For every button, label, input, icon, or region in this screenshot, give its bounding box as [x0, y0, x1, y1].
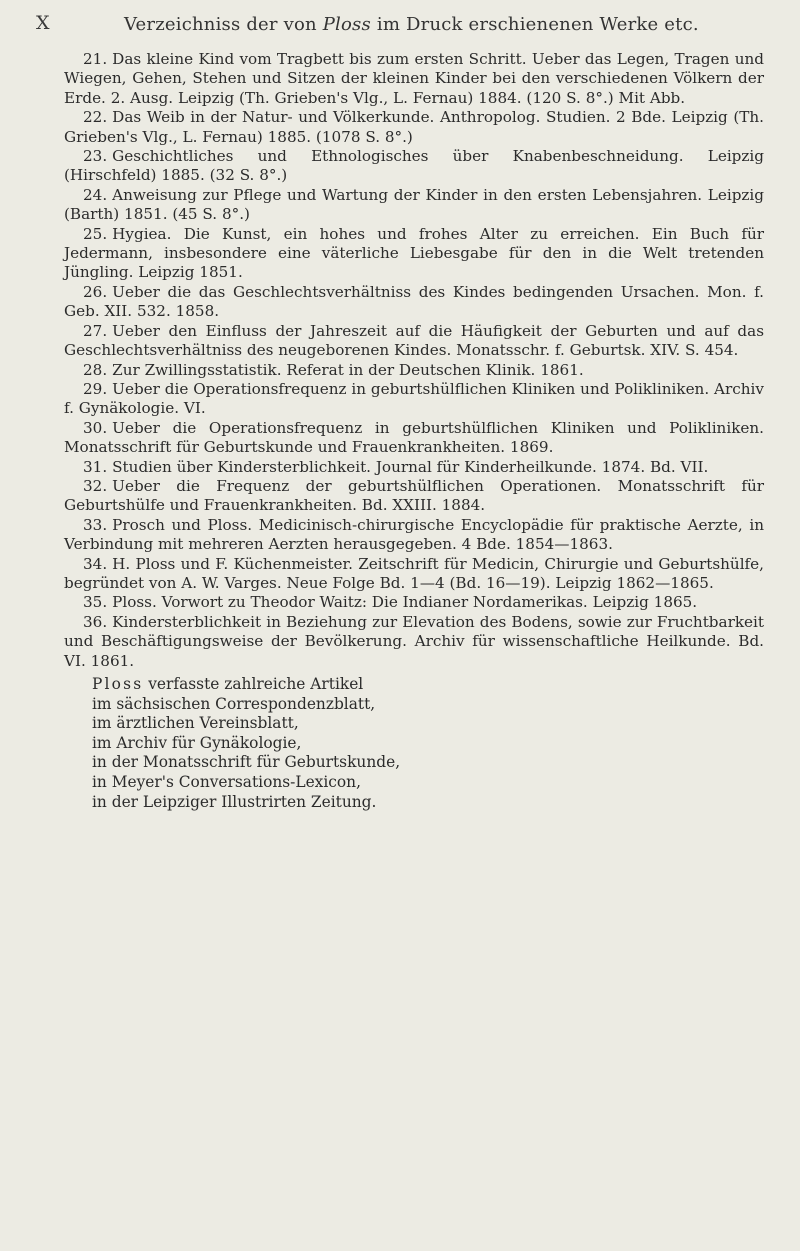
- entry-text: Das kleine Kind vom Tragbett bis zum ersten Schritt. Ueber das Legen, Tragen und Wiegen, Gehen, Stehen und Sitzen der kleinen Kinder bei den verschiedenen Völkern der Erde. 2. Ausg. Leipzig (Th. Grieben's Vlg., L. Fernau) 1884. (120 S. 8°.) Mit Abb.: [64, 50, 764, 107]
- bibliography-entry-26: [64, 283, 764, 322]
- bibliography-entry-29: [64, 380, 764, 419]
- bibliography-entry-32: [64, 477, 764, 516]
- entry-number: 26.: [83, 282, 108, 301]
- entry-number: 35.: [83, 593, 108, 612]
- entry-number: 22.: [83, 108, 108, 127]
- entry-number: 23.: [83, 147, 108, 166]
- entry-number: 33.: [83, 515, 108, 534]
- entry-text: Geschichtliches und Ethnologisches über Knabenbeschneidung. Leipzig (Hirschfeld) 1885. (32 S. 8°.): [64, 147, 764, 185]
- bibliography-list: [64, 50, 764, 812]
- bibliography-entry-21: [64, 50, 764, 108]
- running-head-part: im Druck erschienenen Werke etc.: [370, 14, 699, 35]
- entry-text: Hygiea. Die Kunst, ein hohes und frohes Alter zu erreichen. Ein Buch für Jedermann, insbesondere eine väterliche Liebesgabe für den in die Welt tretenden Jüngling. Leipzig 1851.: [64, 224, 764, 282]
- bibliography-entry-22: [64, 108, 764, 147]
- running-head-part: Verzeichniss der von: [124, 14, 323, 35]
- bibliography-entry-33: [64, 516, 764, 555]
- bibliography-entry-34: [64, 555, 764, 594]
- bibliography-entry-27: [64, 322, 764, 361]
- entry-text: Prosch und Ploss. Medicinisch-chirurgische Encyclopädie für praktische Aerzte, in Verbindung mit mehreren Aerzten herausgegeben. 4 Bde. 1854—1863.: [64, 515, 764, 554]
- bibliography-entry-35: [64, 593, 764, 612]
- closing-note-line: im ärztlichen Vereinsblatt,: [92, 714, 299, 733]
- entry-number: 30.: [83, 418, 108, 437]
- closing-note-author: Ploss: [92, 675, 144, 693]
- entry-text: Ploss. Vorwort zu Theodor Waitz: Die Indianer Nordamerikas. Leipzig 1865.: [112, 593, 698, 612]
- entry-text: Ueber die Operationsfrequenz in geburtshülflichen Kliniken und Polikliniken. Archiv f. Gynäkologie. VI.: [64, 379, 764, 418]
- closing-note-line: im Archiv für Gynäkologie,: [92, 733, 302, 752]
- entry-text: Ueber die Operationsfrequenz in geburtshülflichen Kliniken und Polikliniken. Monatsschrift für Geburtskunde und Frauenkrankheiten. 1869.: [64, 418, 764, 457]
- running-head: [124, 14, 699, 35]
- entry-number: 32.: [83, 476, 108, 495]
- entry-text: Ueber den Einfluss der Jahreszeit auf die Häufigkeit der Geburten und auf das Geschlechtsverhältniss des neugeborenen Kindes. Monatsschr. f. Geburtsk. XIV. S. 454.: [64, 321, 764, 360]
- bibliography-entry-28: [64, 361, 764, 380]
- closing-note-line: im sächsischen Correspondenzblatt,: [92, 694, 376, 713]
- entry-number: 28.: [83, 360, 108, 379]
- entry-text: Zur Zwillingsstatistik. Referat in der Deutschen Klinik. 1861.: [112, 360, 584, 379]
- closing-note: [92, 675, 764, 812]
- entry-number: 25.: [83, 224, 108, 243]
- entry-text: Ueber die Frequenz der geburtshülflichen Operationen. Monatsschrift für Geburtshülfe und Frauenkrankheiten. Bd. XXIII. 1884.: [64, 476, 764, 515]
- page-number: X: [36, 12, 50, 34]
- closing-note-line: in Meyer's Conversations-Lexicon,: [92, 772, 361, 791]
- entry-number: 29.: [83, 379, 108, 398]
- closing-note-line: in der Monatsschrift für Geburtskunde,: [92, 753, 401, 772]
- entry-text: Das Weib in der Natur- und Völkerkunde. Anthropolog. Studien. 2 Bde. Leipzig (Th. Grieben's Vlg., L. Fernau) 1885. (1078 S. 8°.): [64, 108, 764, 146]
- entry-number: 36.: [83, 612, 108, 631]
- closing-note-line: in der Leipziger Illustrirten Zeitung.: [92, 792, 377, 811]
- bibliography-entry-23: [64, 147, 764, 186]
- entry-text: H. Ploss und F. Küchenmeister. Zeitschrift für Medicin, Chirurgie und Geburtshülfe, begründet von A. W. Varges. Neue Folge Bd. 1—4 (Bd. 16—19). Leipzig 1862—1865.: [64, 554, 764, 592]
- entry-number: 24.: [83, 185, 108, 204]
- bibliography-entry-25: [64, 225, 764, 283]
- entry-text: Studien über Kindersterblichkeit. Journal für Kinderheilkunde. 1874. Bd. VII.: [112, 457, 709, 476]
- entry-number: 34.: [83, 554, 108, 573]
- entry-number: 27.: [83, 321, 108, 340]
- entry-text: Kindersterblichkeit in Beziehung zur Elevation des Bodens, sowie zur Fruchtbarkeit und Beschäftigungsweise der Bevölkerung. Archiv für wissenschaftliche Heilkunde. Bd. VI. 1861.: [64, 612, 764, 670]
- bibliography-entry-31: [64, 458, 764, 477]
- bibliography-entry-24: [64, 186, 764, 225]
- entry-text: Anweisung zur Pflege und Wartung der Kinder in den ersten Lebensjahren. Leipzig (Barth) 1851. (45 S. 8°.): [64, 185, 764, 224]
- bibliography-entry-36: [64, 613, 764, 671]
- entry-text: Ueber die das Geschlechtsverhältniss des Kindes bedingenden Ursachen. Mon. f. Geb. XII. 532. 1858.: [64, 282, 764, 321]
- entry-number: 31.: [83, 457, 108, 476]
- entry-number: 21.: [83, 50, 108, 68]
- closing-note-line: Ploss verfasste zahlreiche Artikel: [92, 675, 364, 693]
- running-head-author: Ploss: [322, 14, 371, 35]
- bibliography-entry-30: [64, 419, 764, 458]
